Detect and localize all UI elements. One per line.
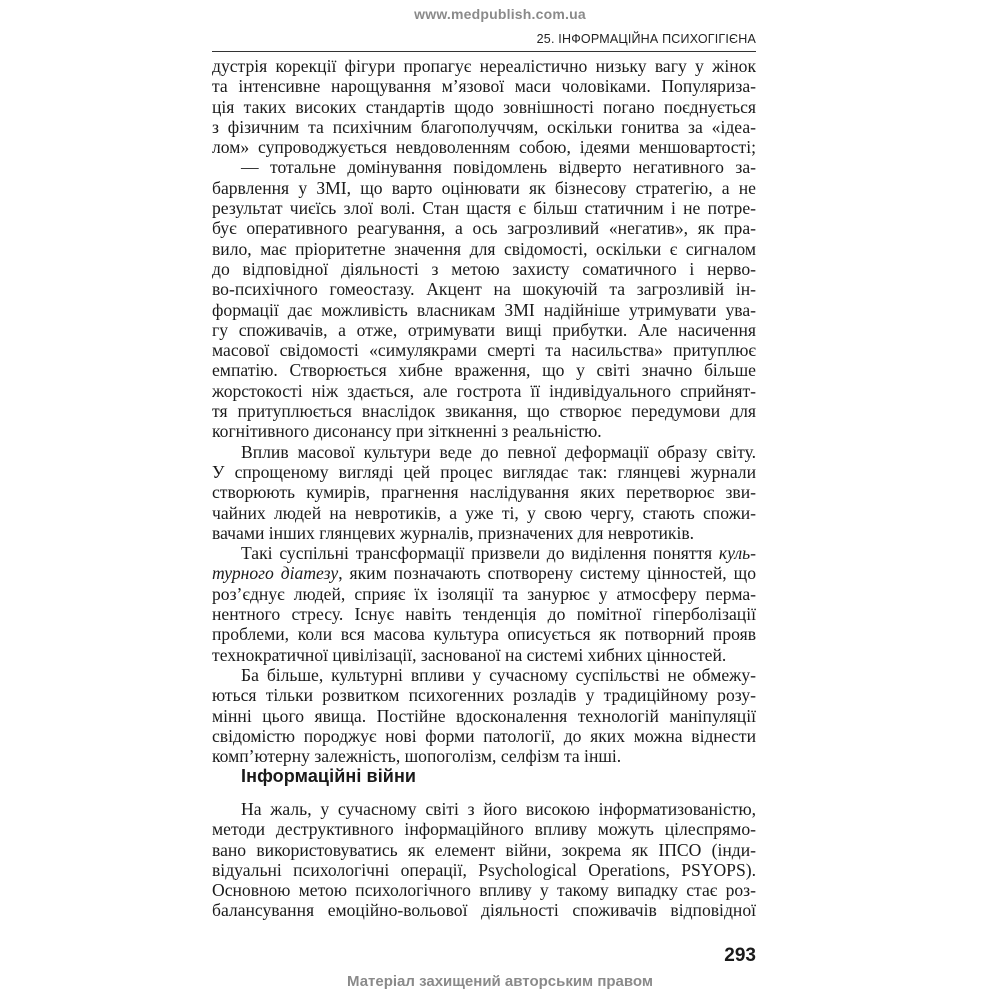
text-segment: балансування емоційно-вольової діяльності споживачів відповідної <box>212 900 756 921</box>
text-line <box>212 117 756 137</box>
text-segment: ція таких високих стандартів щодо зовнішності погано поєднується <box>212 96 756 117</box>
text-line <box>212 259 756 279</box>
text-line <box>212 799 756 819</box>
body-text-2 <box>212 799 756 921</box>
text-segment: жорстокості ніж здається, але гострота її індивідуального сприйнят- <box>212 380 756 401</box>
text-segment: до відповідної діяльності з метою захисту соматичного і нерво- <box>212 258 756 279</box>
text-line <box>212 462 756 482</box>
text-line <box>212 239 756 259</box>
text-segment: свідомістю породжує нові форми патології, до яких можна віднести <box>212 725 756 746</box>
text-line <box>212 563 756 583</box>
text-line <box>212 645 756 665</box>
text-line <box>212 543 756 563</box>
text-segment: масової свідомості «симулякрами смерті та насильства» притуплює <box>212 340 756 361</box>
text-line <box>212 584 756 604</box>
text-segment: — тотальне домінування повідомлень відверто негативного за- <box>241 157 756 178</box>
text-segment: вано використовуватись як елемент війни, зокрема як ІПСО (інди- <box>212 839 756 860</box>
text-line <box>212 442 756 462</box>
text-line <box>212 726 756 746</box>
text-segment: мінні цього явища. Постійне вдосконалення технологій маніпуляції <box>212 705 756 726</box>
text-line <box>212 685 756 705</box>
page-number: 293 <box>724 945 756 966</box>
text-segment: У спрощеному вигляді цей процес виглядає так: глянцеві журнали <box>212 461 756 482</box>
text-line <box>212 840 756 860</box>
text-line <box>212 157 756 177</box>
text-segment: Основною метою психологічного впливу у такому випадку стає роз- <box>212 880 756 901</box>
body-text <box>212 56 756 766</box>
text-segment: Ба більше, культурні впливи у сучасному суспільстві не обмежу- <box>241 664 756 685</box>
text-line <box>212 76 756 96</box>
text-segment: тя притуплюється внаслідок звикання, що створює передумови для <box>212 401 756 422</box>
text-line <box>212 401 756 421</box>
text-line <box>212 624 756 644</box>
text-line <box>212 137 756 157</box>
text-segment: результат чиєїсь злої волі. Стан щастя є більш статичним і не потре- <box>212 198 756 219</box>
text-segment: , яким позначають спотворену систему цінностей, що <box>338 563 756 584</box>
text-segment: роз’єднує людей, сприяє їх ізоляції та занурює у атмосферу перма- <box>212 583 756 604</box>
text-segment: Вплив масової культури веде до певної деформації образу світу. <box>241 441 756 462</box>
text-segment: проблеми, коли вся масова культура описується як потворний прояв <box>212 624 756 645</box>
text-line <box>212 218 756 238</box>
text-line <box>212 880 756 900</box>
text-segment: барвлення у ЗМІ, що варто оцінювати як бізнесову стратегію, а не <box>212 177 756 198</box>
text-segment: чайних людей на невротиків, а уже ті, у свою чергу, стають спожи- <box>212 502 756 523</box>
text-segment: когнітивного дисонансу при зіткненні з реальністю. <box>212 421 602 442</box>
text-segment: бує оперативного реагування, а ось загрозливий «негатив», як пра- <box>212 218 756 239</box>
text-segment: та інтенсивне нарощування м’язової маси чоловіками. Популяриза- <box>212 76 756 97</box>
text-segment: нентного стресу. Існує навіть тенденція до помітної гіперболізації <box>212 604 756 625</box>
text-segment: На жаль, у сучасному світі з його високою інформатизованістю, <box>241 799 756 819</box>
text-line <box>212 198 756 218</box>
text-line <box>212 604 756 624</box>
text-line <box>212 320 756 340</box>
text-line <box>212 178 756 198</box>
section-heading: Інформаційні війни <box>241 766 417 786</box>
text-line <box>212 746 756 766</box>
running-head: 25. ІНФОРМАЦІЙНА ПСИХОГІГІЄНА <box>536 32 756 46</box>
text-line <box>212 360 756 380</box>
text-segment: гу споживачів, а отже, отримувати вищі прибутки. Але насичення <box>212 319 756 340</box>
text-line <box>212 421 756 441</box>
text-segment: Такі суспільні трансформації призвели до виділення поняття <box>241 543 719 564</box>
text-line <box>212 523 756 543</box>
watermark-bottom: Матеріал захищений авторським правом <box>347 973 653 990</box>
text-segment: формації дає можливість власникам ЗМІ надійніше утримувати ува- <box>212 299 756 320</box>
text-segment: вило, має пріоритетне значення для свідомості, оскільки є сигналом <box>212 238 756 259</box>
text-segment: методи деструктивного інформаційного впливу можуть цілеспрямо- <box>212 819 756 840</box>
italic-term: куль- <box>718 543 756 564</box>
text-segment: з фізичним та психічним благополуччям, оскільки гонитва за «ідеа- <box>212 116 756 137</box>
text-segment: створюють кумирів, прагнення наслідування яких перетворює зви- <box>212 482 756 503</box>
text-line <box>212 56 756 76</box>
text-line <box>212 900 756 920</box>
text-line <box>212 665 756 685</box>
text-line <box>212 706 756 726</box>
watermark-top: www.medpublish.com.ua <box>414 6 586 22</box>
text-segment: лом» супроводжується невдоволенням собою, ідеями меншовартості; <box>212 137 756 158</box>
text-segment: технократичної цивілізації, заснованої на системі хибних цінностей. <box>212 644 727 665</box>
text-segment: вачами інших глянцевих журналів, призначених для невротиків. <box>212 522 695 543</box>
text-line <box>212 279 756 299</box>
text-segment: во-психічного гомеостазу. Акцент на шокуючій та загрозливій ін- <box>212 279 756 300</box>
text-segment: відуальні психологічні операції, Psychological Operations, PSYOPS). <box>212 859 756 880</box>
text-segment: емпатію. Створюється хибне враження, що у світі значно більше <box>212 360 756 381</box>
text-line <box>212 300 756 320</box>
text-segment: ються тільки розвитком психогенних розладів у традиційному розу- <box>212 685 756 706</box>
italic-term: турного діатезу <box>212 563 339 584</box>
text-line <box>212 340 756 360</box>
header-rule <box>212 51 756 52</box>
text-line <box>212 482 756 502</box>
text-line <box>212 860 756 880</box>
text-line <box>212 819 756 839</box>
text-line <box>212 97 756 117</box>
text-line <box>212 503 756 523</box>
text-segment: дустрія корекції фігури пропагує нереалістично низьку вагу у жінок <box>212 56 756 76</box>
text-line <box>212 381 756 401</box>
text-segment: комп’ютерну залежність, шопоголізм, селфізм та інші. <box>212 746 622 767</box>
